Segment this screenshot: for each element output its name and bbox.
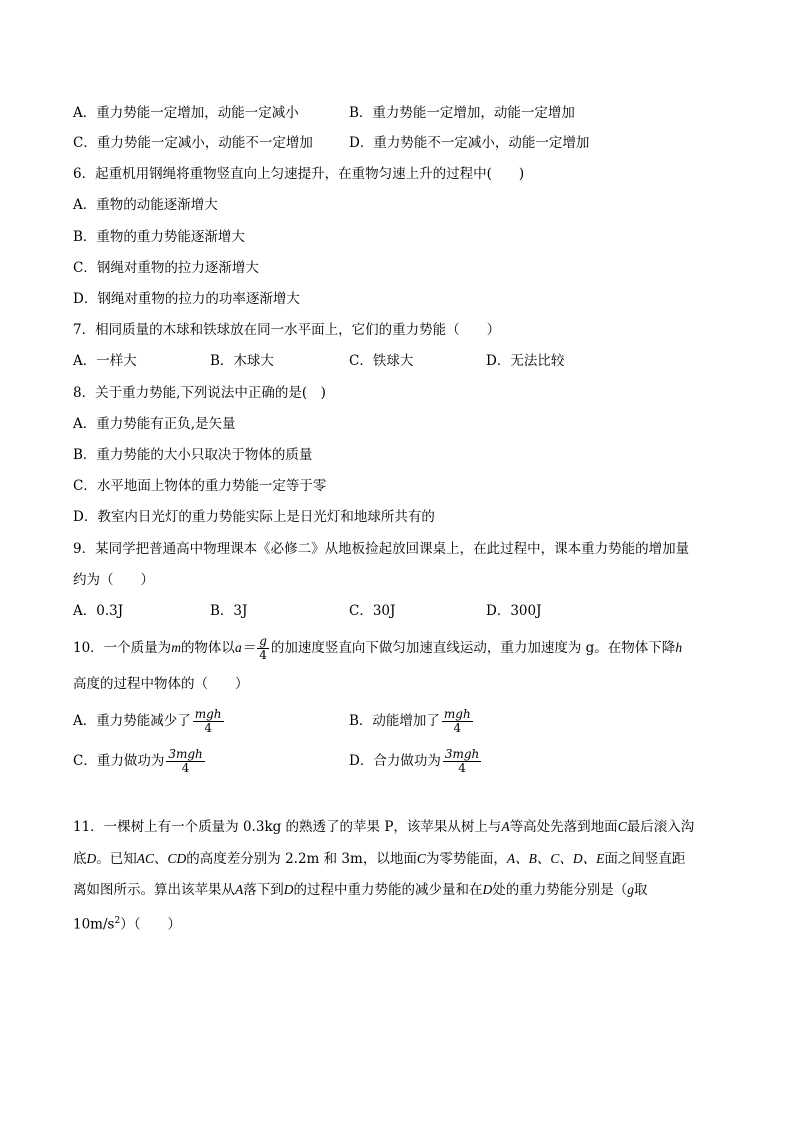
q10-option-a-den: 4 (204, 721, 212, 735)
q10-accel-eq: a＝ (234, 640, 256, 655)
q11-text-3c: 的过程中重力势能的减少量和在 (293, 882, 483, 898)
q10-option-a[interactable] (73, 706, 349, 736)
q11-var-c: C (617, 819, 627, 834)
q10-option-a-num: mgh (194, 707, 222, 721)
q5-row1 (73, 103, 575, 123)
q9-stem-line2: 约为（ ） (73, 572, 154, 588)
q9-options (73, 601, 542, 621)
q10-option-d[interactable] (349, 746, 483, 776)
q10-option-c-num: 3mgh (168, 747, 203, 761)
q10-accel-fraction (257, 635, 269, 662)
q7-stem: 7．相同质量的木球和铁球放在同一水平面上，它们的重力势能（ ） (73, 322, 501, 338)
q10-option-c[interactable] (73, 746, 349, 776)
q11-text-1b: 等高处先落到地面 (509, 819, 618, 835)
q7-option-c[interactable]: C．铁球大 (349, 353, 414, 369)
q6-stem: 6．起重机用钢绳将重物竖直向上匀速提升，在重物匀速上升的过程中( ) (73, 166, 525, 182)
q5-option-b[interactable]: B．重力势能一定增加，动能一定增加 (349, 105, 575, 121)
q5-option-a[interactable]: A．重力势能一定增加，动能一定减小 (73, 105, 299, 121)
q11-var-a: A (501, 819, 510, 834)
q5-option-d[interactable]: D．重力势能不一定减小，动能一定增加 (349, 135, 590, 151)
q7-options (73, 351, 564, 371)
q8-option-b[interactable]: B．重力势能的大小只取决于物体的质量 (73, 447, 313, 463)
q6-option-c[interactable]: C．钢绳对重物的拉力逐渐增大 (73, 260, 259, 276)
q11-text-3d: 处的重力势能分别是（ (492, 882, 628, 898)
q11-var-abcde: A、B、C、D、E (506, 851, 605, 866)
q10-stem-post: 的加速度竖直向下做匀加速直线运动，重力加速度为 g。在物体下降 (270, 640, 676, 656)
q10-stem-line2: 高度的过程中物体的（ ） (73, 676, 249, 692)
q6-option-a[interactable]: A．重物的动能逐渐增大 (73, 197, 218, 213)
q10-option-b[interactable] (349, 706, 475, 736)
q11-stem-line1 (73, 817, 694, 837)
q11-text-4b: ）（ ） (120, 916, 181, 933)
q8-stem: 8．关于重力势能,下列说法中正确的是( ) (73, 385, 326, 401)
q11-text-1a: 11．一棵树上有一个质量为 0.3kg 的熟透了的苹果 P，该苹果从树上与 (73, 819, 502, 835)
q11-stem-line4 (73, 911, 181, 935)
q9-option-c[interactable]: C．30J (349, 603, 396, 619)
q11-var-g: g (627, 882, 634, 897)
q7-option-d[interactable]: D．无法比较 (486, 353, 565, 369)
q10-option-d-text: D．合力做功为 (349, 753, 441, 769)
q10-option-c-text: C．重力做功为 (73, 753, 165, 769)
q11-var-cd: CD (167, 851, 187, 866)
q11-superscript: 2 (114, 916, 121, 926)
q9-option-d[interactable]: D．300J (486, 603, 542, 619)
q10-option-b-num: mgh (443, 707, 471, 721)
q11-stem-line2 (73, 849, 685, 869)
q9-option-a[interactable]: A．0.3J (73, 603, 124, 619)
q10-accel-den: 4 (259, 648, 267, 662)
q10-var-h: h (675, 640, 683, 655)
q11-var-d: D (86, 851, 97, 866)
q9-stem-line1: 9．某同学把普通高中物理课本《必修二》从地板捡起放回课桌上，在此过程中，课本重力势能的增加量 (73, 541, 690, 557)
q10-var-m: m (171, 640, 181, 655)
q11-text-2b: 。已知 (96, 851, 137, 867)
q9-option-b[interactable]: B．3J (210, 603, 248, 619)
q11-var-ac: AC (136, 851, 155, 866)
q10-options-row1 (73, 706, 475, 736)
q5-row2 (73, 133, 589, 153)
q8-option-d[interactable]: D．教室内日光灯的重力势能实际上是日光灯和地球所共有的 (73, 509, 435, 525)
q6-option-b[interactable]: B．重物的重力势能逐渐增大 (73, 229, 245, 245)
q8-option-c[interactable]: C．水平地面上物体的重力势能一定等于零 (73, 478, 327, 494)
q11-var-d3: D (482, 882, 493, 897)
q10-options-row2 (73, 746, 483, 776)
q11-var-a2: A (235, 882, 244, 897)
q8-option-a[interactable]: A．重力势能有正负,是矢量 (73, 416, 236, 432)
q10-option-d-num: 3mgh (444, 747, 480, 761)
q11-text-2e: 为零势能面， (425, 851, 507, 867)
q11-text-2c: 、 (154, 851, 168, 867)
q11-text-4a: 10m/s (73, 916, 115, 933)
q11-text-2a: 底 (73, 851, 87, 867)
q10-stem-line1 (73, 633, 682, 663)
q10-option-a-fraction (193, 708, 224, 735)
q11-var-c2: C (416, 851, 426, 866)
q10-option-a-text: A．重力势能减少了 (73, 713, 191, 729)
q10-option-d-fraction (443, 748, 481, 775)
q11-text-2d: 的高度差分别为 2.2m 和 3m，以地面 (186, 851, 417, 867)
q7-option-b[interactable]: B．木球大 (210, 353, 274, 369)
q11-text-3e: 取 (634, 882, 648, 898)
q10-option-d-den: 4 (458, 761, 466, 775)
q10-option-b-den: 4 (453, 721, 462, 735)
q6-option-d[interactable]: D．钢绳对重物的拉力的功率逐渐增大 (73, 291, 300, 307)
q11-text-2f: 面之间竖直距 (604, 851, 686, 867)
q10-accel-num: g (259, 634, 267, 648)
q10-option-c-den: 4 (181, 761, 190, 775)
q11-stem-line3 (73, 880, 648, 900)
q10-option-b-fraction (442, 708, 473, 735)
q10-stem-pre: 10．一个质量为 (73, 640, 172, 656)
q11-var-d2: D (283, 882, 294, 897)
q10-stem-mid: 的物体以 (180, 640, 235, 656)
q10-option-c-fraction (166, 748, 204, 775)
q11-text-3a: 离如图所示。算出该苹果从 (73, 882, 235, 898)
q10-option-b-text: B．动能增加了 (349, 713, 440, 729)
q5-option-c[interactable]: C．重力势能一定减小，动能不一定增加 (73, 135, 313, 151)
q11-text-3b: 落下到 (243, 882, 284, 898)
q11-text-1c: 最后滚入沟 (626, 819, 695, 835)
q7-option-a[interactable]: A．一样大 (73, 353, 137, 369)
